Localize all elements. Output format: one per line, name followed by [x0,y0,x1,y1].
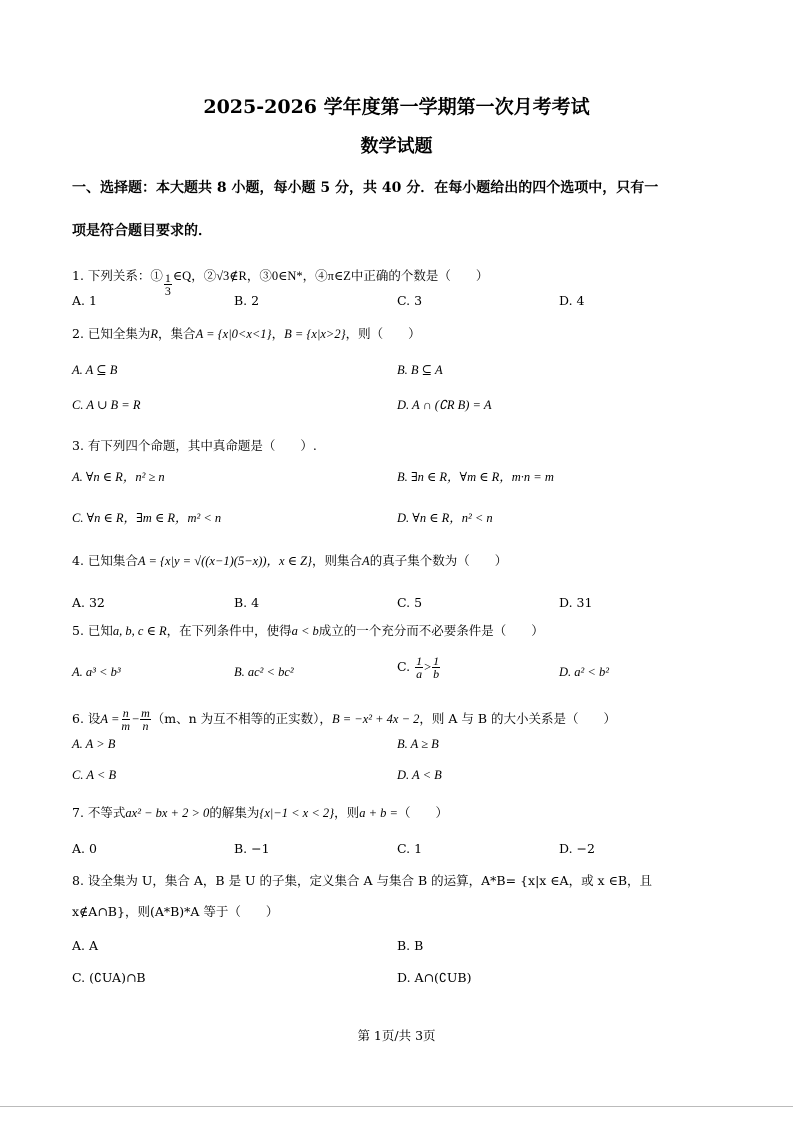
q6-text-b: （m、n 为互不相等的正实数）， [151,711,332,726]
q6-num-1: n [122,706,129,720]
q5-option-b[interactable]: B. ac² < bc² [234,665,294,679]
q4-option-a[interactable]: A. 32 [72,595,105,610]
q6-den-2: n [142,719,149,733]
q7-text-b: 的解集为 [209,805,260,820]
q2-text-b: ，集合 [158,326,196,341]
q5-c-op: > [424,660,432,674]
q2-set-b: B = {x|x>2} [284,327,346,341]
q7-text-d: （ ） [397,805,448,820]
q3-option-a[interactable]: A. ∀n ∈ R，n² ≥ n [72,470,165,484]
q1-suffix: 中正确的个数是（ ） [350,268,489,283]
q1-rel-2: ，②√3∉R [191,269,247,283]
q7-option-c[interactable]: C. 1 [397,841,423,856]
q7-option-a[interactable]: A. 0 [72,841,97,856]
q4-option-d[interactable]: D. 31 [559,595,593,610]
q2-option-a[interactable]: A. A ⊆ B [72,363,118,377]
q1-option-b[interactable]: B. 2 [234,293,260,308]
q5-text-a: 5. 已知 [72,623,113,638]
q2-comma: ， [271,326,285,341]
q8-option-d[interactable]: D. A∩(∁UB) [397,970,472,985]
q5-c-den-2: b [433,667,440,681]
q1-rel-4: ，④π∈Z [302,269,351,283]
q4-set-expression: A = {x|y = √((x−1)(5−x))，x ∈ Z} [137,554,313,568]
q1-frac-den: 3 [164,284,171,298]
q5-option-a[interactable]: A. a³ < b³ [72,665,121,679]
q7-solution-set: {x|−1 < x < 2} [259,806,335,820]
q8-option-c[interactable]: C. (∁UA)∩B [72,970,146,985]
q6-option-b[interactable]: B. A ≥ B [397,737,439,751]
question-1-stem [72,268,488,297]
q6-option-d[interactable]: D. A < B [397,768,442,782]
q7-option-b[interactable]: B. −1 [234,841,270,856]
q5-c-label: C. [397,659,411,674]
exam-subtitle: 数学试题 [360,136,433,157]
q5-c-num-2: 1 [433,654,440,668]
q4-text-a: 4. 已知集合 [72,553,138,568]
q2-universal-set: R [150,327,159,341]
q6-frac-2 [140,707,151,732]
q8-option-a[interactable]: A. A [72,938,99,953]
q2-set-a: A = {x|0<x<1} [195,327,272,341]
q1-option-a[interactable]: A. 1 [72,293,97,308]
q4-option-b[interactable]: B. 4 [234,595,260,610]
q3-option-b[interactable]: B. ∃n ∈ R，∀m ∈ R，m·n = m [397,470,554,484]
question-6-stem [72,707,616,732]
q7-expression: a + b = [359,806,398,820]
q3-option-d[interactable]: D. ∀n ∈ R，n² < n [397,511,493,525]
q5-c-num-1: 1 [416,654,423,668]
question-8-stem-line2: x∉A∩B}，则(A*B)*A 等于（ ） [72,904,279,919]
q2-option-b[interactable]: B. B ⊆ A [397,363,443,377]
q5-condition: a < b [291,624,319,638]
q6-option-a[interactable]: A. A > B [72,737,116,751]
question-4-stem [72,553,507,569]
q5-text-c: 成立的一个充分而不必要条件是（ ） [318,623,544,638]
q6-text-c: ，则 A 与 B 的大小关系是（ ） [419,711,617,726]
q4-text-c: 的真子集个数为（ ） [369,553,508,568]
q7-option-d[interactable]: D. −2 [559,841,595,856]
q6-minus: − [132,712,140,726]
q5-vars: a, b, c ∈ R [112,624,167,638]
q6-option-c[interactable]: C. A < B [72,768,117,782]
q6-b-eq: B = −x² + 4x − 2 [331,712,420,726]
q1-option-d[interactable]: D. 4 [559,293,585,308]
section-heading-line2: 项是符合题目要求的． [72,223,212,239]
q4-set-var: A [362,554,370,568]
q6-den-1: m [121,719,131,733]
q3-option-c[interactable]: C. ∀n ∈ R，∃m ∈ R，m² < n [72,511,222,525]
question-8-stem-line1: 8. 设全集为 U，集合 A，B 是 U 的子集，定义集合 A 与集合 B 的运算，A*B= {x|x ∈A，或 x ∈B，且 [72,873,653,888]
q5-option-d[interactable]: D. a² < b² [559,665,609,679]
q4-option-c[interactable]: C. 5 [397,595,423,610]
q2-text-a: 2. 已知全集为 [72,326,151,341]
q5-option-c[interactable] [397,655,441,680]
q6-a-eq: A = [100,712,120,726]
q1-option-c[interactable]: C. 3 [397,293,423,308]
q1-rel-1: ∈Q [172,269,192,283]
q1-fraction [164,272,172,297]
q1-rel-3: ，③0∈N* [246,269,303,283]
q6-num-2: m [141,706,150,720]
q7-inequality: ax² − bx + 2 > 0 [125,806,210,820]
q7-text-c: ，则 [334,805,360,820]
q6-text-a: 6. 设 [72,711,101,726]
q5-c-frac-1 [415,655,423,680]
q5-text-b: ，在下列条件中，使得 [166,623,292,638]
question-7-stem [72,805,448,821]
question-5-stem [72,623,544,639]
page-bottom-divider [0,1106,793,1107]
q6-frac-1 [120,707,131,732]
q2-option-c[interactable]: C. A ∪ B = R [72,398,141,412]
q1-prefix: 1. 下列关系：① [72,268,163,283]
q8-option-b[interactable]: B. B [397,938,424,953]
q4-text-b: ，则集合 [312,553,363,568]
page-footer: 第 1页/共 3页 [357,1028,436,1043]
q2-text-c: ，则（ ） [345,326,421,341]
q2-option-d[interactable]: D. A ∩ (∁R B) = A [397,398,492,412]
q7-text-a: 7. 不等式 [72,805,126,820]
q5-c-den-1: a [416,667,423,681]
q1-frac-num: 1 [164,271,171,285]
question-3-stem: 3. 有下列四个命题，其中真命题是（ ）. [72,438,317,453]
section-heading-line1: 一、选择题：本大题共 8 小题，每小题 5 分，共 40 分．在每小题给出的四个选项中，只有一 [72,180,659,196]
q5-c-frac-2 [432,655,440,680]
question-2-stem [72,326,421,342]
exam-title: 2025-2026 学年度第一学期第一次月考考试 [203,96,590,118]
